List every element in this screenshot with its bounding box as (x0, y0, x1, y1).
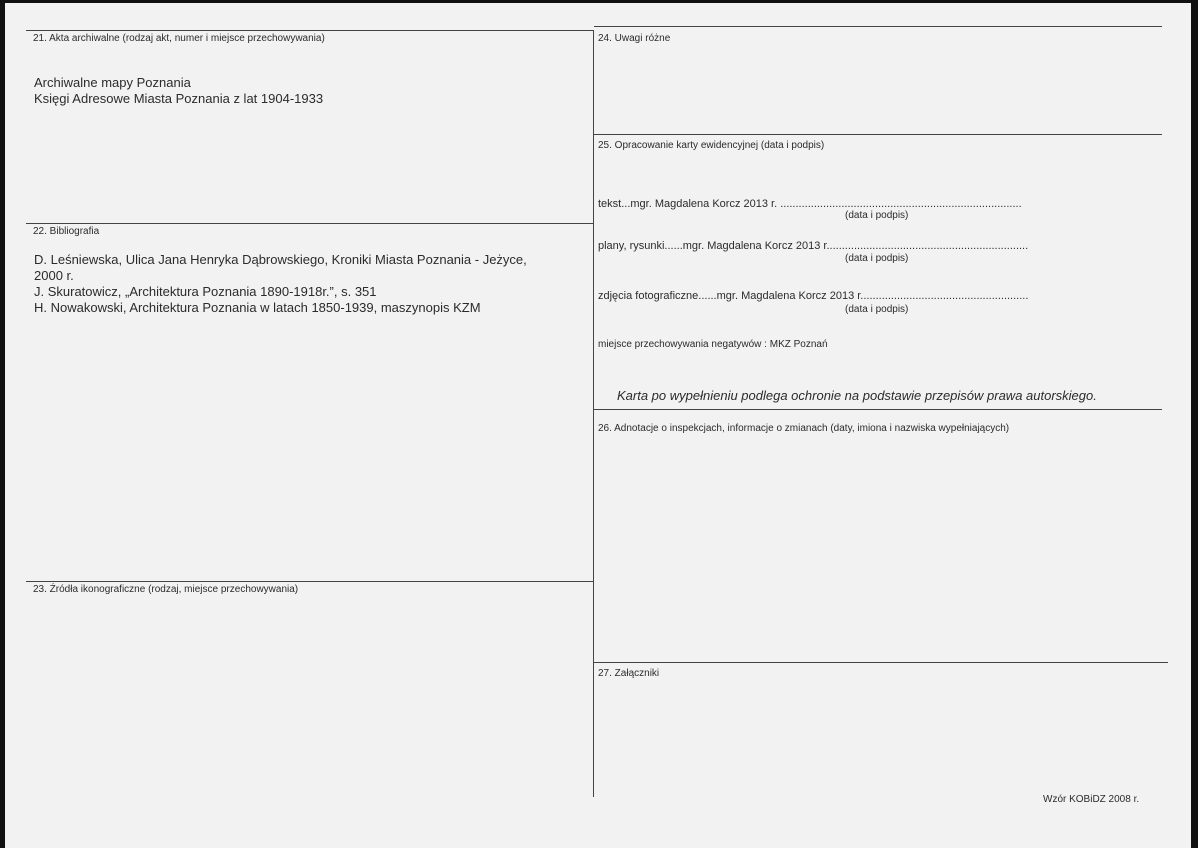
plany-field: plany, rysunki......mgr. Magdalena Korcz 2013 r.................................................................. (598, 240, 1029, 252)
rule-21-top (26, 30, 594, 31)
negatywy-field: miejsce przechowywania negatywów : MKZ Poznań (598, 339, 828, 350)
rule-27-top (594, 662, 1168, 663)
bibliography-line: 2000 r. (34, 268, 74, 283)
template-version: Wzór KOBiDZ 2008 r. (1043, 794, 1140, 805)
section-21-label: 21. Akta archiwalne (rodzaj akt, numer i miejsce przechowywania) (33, 33, 325, 44)
bibliography-line: J. Skuratowicz, „Architektura Poznania 1890-1918r.”, s. 351 (34, 284, 377, 299)
section-21-content (34, 75, 323, 107)
section-21-line: Archiwalne mapy Poznania (34, 75, 191, 90)
rule-23-top (26, 581, 594, 582)
section-23-label: 23. Źródła ikonograficzne (rodzaj, miejsce przechowywania) (33, 584, 299, 595)
column-divider (593, 30, 594, 797)
bibliography-line: D. Leśniewska, Ulica Jana Henryka Dąbrowskiego, Kroniki Miasta Poznania - Jeżyce, (34, 252, 527, 267)
bibliography-line: H. Nowakowski, Architektura Poznania w latach 1850-1939, maszynopis KZM (34, 300, 481, 315)
scan-edge-left (0, 0, 5, 848)
section-21-line: Księgi Adresowe Miasta Poznania z lat 1904-1933 (34, 91, 324, 106)
section-24-label: 24. Uwagi różne (598, 33, 671, 44)
section-26-label: 26. Adnotacje o inspekcjach, informacje o zmianach (daty, imiona i nazwiska wypełniających) (598, 423, 1010, 434)
scan-edge-right (1191, 0, 1198, 848)
rule-24-top (594, 26, 1162, 27)
rule-25-top (594, 134, 1162, 135)
section-27-label: 27. Załączniki (598, 668, 660, 679)
section-22-label: 22. Bibliografia (33, 226, 100, 237)
tekst-sublabel: (data i podpis) (845, 210, 909, 221)
zdjecia-sublabel: (data i podpis) (845, 304, 909, 315)
plany-sublabel: (data i podpis) (845, 253, 909, 264)
tekst-field: tekst...mgr. Magdalena Korcz 2013 r. ............................................................................... (598, 198, 1022, 210)
rule-22-top (26, 223, 594, 224)
rule-26-top (594, 409, 1162, 410)
section-22-content (34, 252, 527, 316)
copyright-notice: Karta po wypełnieniu podlega ochronie na podstawie przepisów prawa autorskiego. (617, 388, 1097, 403)
section-25-label: 25. Opracowanie karty ewidencyjnej (data i podpis) (598, 140, 825, 151)
scan-edge-top (0, 0, 1198, 3)
zdjecia-field: zdjęcia fotograficzne......mgr. Magdalena Korcz 2013 r....................................................... (598, 290, 1029, 302)
